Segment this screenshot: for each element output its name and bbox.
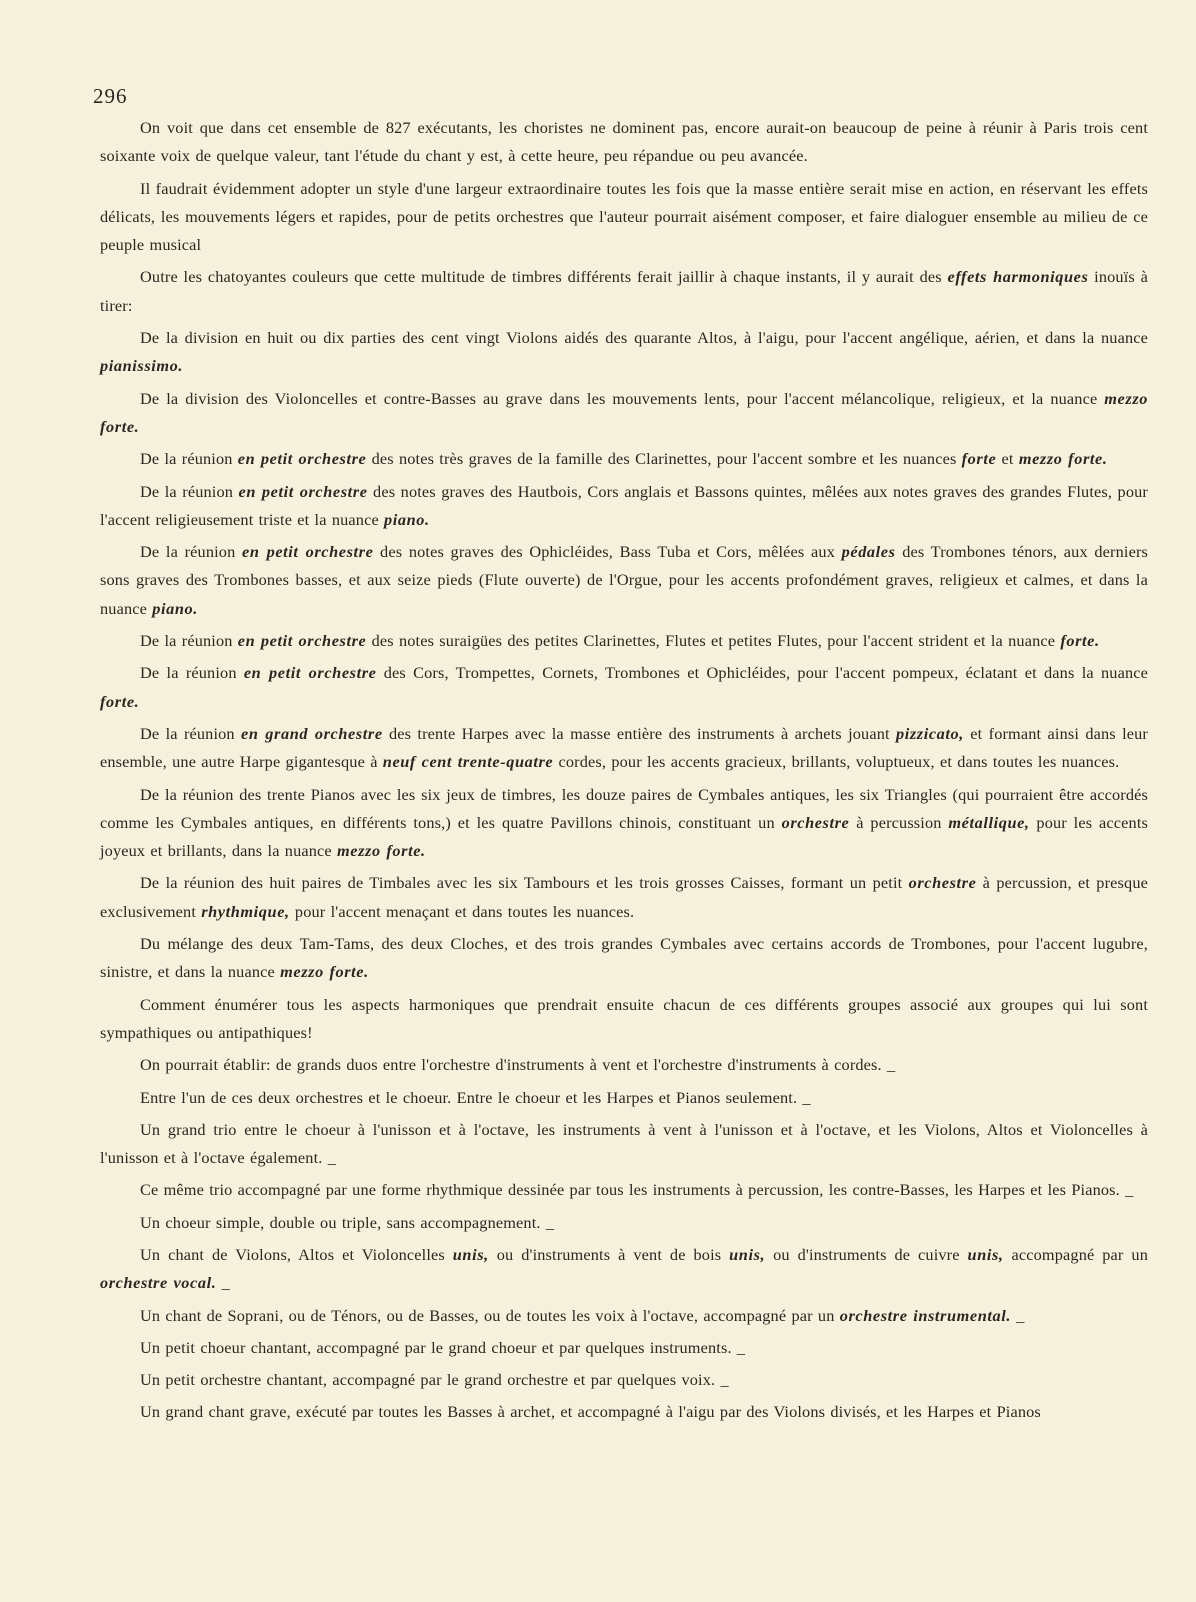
text-run: inouïs à tirer: [100, 267, 1149, 315]
italic-term: neuf cent trente-quatre [382, 752, 554, 772]
italic-term: forte [961, 449, 997, 469]
text-run: Comment énumérer tous les aspects harmoniques que prendrait ensuite chacun de ces différents groupes associé aux groupes qui lui sont sympathiques ou antipathiques! [100, 994, 1148, 1042]
text-run: De la réunion [140, 449, 238, 469]
paragraph [100, 1084, 1148, 1112]
italic-term: orchestre vocal. [100, 1273, 217, 1293]
text-run: à percussion [849, 812, 949, 832]
paragraph [100, 720, 1148, 777]
text-run: De la réunion [140, 542, 243, 562]
text-run: De la réunion des trente Pianos avec les six jeux de timbres, les douze paires de Cymbales antiques, les six Triangles (qui pourraient être accordés comme les Cymbales antiques, en différents tons,) et les quatre Pavillons chinois, constituant un [100, 784, 1148, 832]
body-text [100, 114, 1148, 1427]
text-run: et formant ainsi dans leur ensemble, une autre Harpe gigantesque à [100, 723, 1148, 772]
italic-term: mezzo forte. [1018, 449, 1108, 469]
text-run: des trente Harpes avec la masse entière des instruments à archets jouant [382, 723, 896, 743]
paragraph [100, 114, 1148, 171]
text-run: Un grand chant grave, exécuté par toutes les Basses à archet, et accompagné à l'aigu par des Violons divisés, et les Harpes et Pianos [140, 1402, 1041, 1422]
italic-term: mezzo forte. [280, 962, 369, 982]
text-run: pour l'accent menaçant et dans toutes les nuances. [289, 901, 635, 921]
text-run: ou d'instruments de cuivre [765, 1244, 968, 1264]
paragraph [100, 1176, 1148, 1204]
text-run: pour les accents joyeux et brillants, dans la nuance [100, 812, 1148, 861]
paragraph [100, 1398, 1148, 1426]
text-run: Outre les chatoyantes couleurs que cette multitude de timbres différents ferait jaillir à chaque instants, il y aurait des [140, 267, 948, 287]
text-run: Un petit orchestre chantant, accompagné par le grand orchestre et par quelques voix. _ [140, 1370, 729, 1390]
text-run: De la réunion [140, 663, 244, 683]
paragraph [100, 1334, 1148, 1362]
italic-term: en petit orchestre [242, 542, 374, 562]
text-run: des Trombones ténors, aux derniers sons graves des Trombones basses, et aux seize pieds (Flute ouverte) de l'Orgue, pour les accents profondément graves, religieux et calmes, et dans la nuance [100, 542, 1148, 618]
text-run: Un chant de Soprani, ou de Ténors, ou de Basses, ou de toutes les voix à l'octave, accompagné par un [140, 1305, 840, 1325]
italic-term: forte. [1060, 631, 1100, 651]
paragraph [100, 781, 1148, 866]
italic-term: unis, [452, 1244, 489, 1264]
text-run: accompagné par un [1003, 1244, 1148, 1264]
italic-term: pianissimo. [100, 356, 184, 376]
italic-term: rhythmique, [201, 901, 290, 921]
text-run: Un grand trio entre le choeur à l'unisson et à l'octave, les instruments à vent à l'unisson et à l'octave, et les Violons, Altos et Violoncelles à l'unisson et à l'octave également. _ [100, 1119, 1148, 1168]
text-run: Il faudrait évidemment adopter un style d'une largeur extraordinaire toutes les fois que la masse entière serait mise en action, en réservant les effets délicats, les mouvements légers et rapides, pour de petits orchestres que l'auteur pourrait aisément composer, et faire dialoguer ensemble au milieu de ce peuple musical [100, 178, 1148, 255]
italic-term: en grand orchestre [241, 723, 383, 743]
italic-term: piano. [152, 598, 198, 618]
italic-term: en petit orchestre [243, 663, 377, 683]
text-run: De la division en huit ou dix parties des cent vingt Violons aidés des quarante Altos, à l'aigu, pour l'accent angélique, aérien, et dans la nuance [140, 328, 1148, 348]
text-run: De la réunion [140, 631, 238, 651]
italic-term: mezzo forte. [100, 388, 1148, 436]
text-run: Un petit choeur chantant, accompagné par le grand choeur et par quelques instruments. _ [140, 1337, 746, 1357]
page-number: 296 [93, 84, 128, 108]
italic-term: pédales [841, 542, 896, 562]
paragraph [100, 1116, 1148, 1173]
text-run: Entre l'un de ces deux orchestres et le choeur. Entre le choeur et les Harpes et Pianos seulement. _ [140, 1087, 811, 1107]
text-run: Ce même trio accompagné par une forme rhythmique dessinée par tous les instruments à percussion, les contre-Basses, les Harpes et les Pianos. _ [140, 1180, 1134, 1200]
italic-term: piano. [384, 509, 430, 529]
text-run: des notes très graves de la famille des Clarinettes, pour l'accent sombre et les nuances [366, 449, 962, 469]
paragraph [100, 324, 1148, 381]
text-run: ou d'instruments à vent de bois [488, 1244, 730, 1264]
paragraph [100, 478, 1148, 535]
paragraph [100, 445, 1148, 473]
text-run: On voit que dans cet ensemble de 827 exécutants, les choristes ne dominent pas, encore aurait-on beaucoup de peine à réunir à Paris trois cent soixante voix de quelque valeur, tant l'étude du chant y est, à cette heure, peu répandue ou peu avancée. [100, 118, 1148, 166]
text-run: De la réunion [140, 481, 239, 501]
text-run: Du mélange des deux Tam-Tams, des deux Cloches, et des trois grandes Cymbales avec certains accords de Trombones, pour l'accent lugubre, sinistre, et dans la nuance [100, 934, 1148, 982]
paragraph [100, 1366, 1148, 1394]
paragraph [100, 1302, 1148, 1330]
italic-term: en petit orchestre [238, 481, 368, 501]
paragraph [100, 930, 1148, 987]
text-run: à percussion, et presque exclusivement [100, 873, 1148, 921]
text-run: De la réunion [140, 723, 242, 743]
italic-term: unis, [967, 1244, 1004, 1264]
paragraph [100, 1051, 1148, 1079]
paragraph [100, 1209, 1148, 1237]
italic-term: métallique, [948, 812, 1030, 832]
text-run: et [996, 449, 1019, 469]
italic-term: pizzicato, [896, 723, 964, 743]
paragraph [100, 869, 1148, 926]
text-run: Un chant de Violons, Altos et Violoncelles [140, 1244, 453, 1264]
text-run: _ [216, 1273, 230, 1293]
paragraph [100, 175, 1148, 260]
italic-term: unis, [729, 1244, 766, 1264]
italic-term: orchestre [908, 873, 977, 893]
text-run: De la réunion des huit paires de Timbales avec les six Tambours et les trois grosses Caisses, formant un petit [140, 873, 909, 893]
paragraph [100, 385, 1148, 442]
text-run: _ [1011, 1305, 1025, 1325]
paragraph [100, 991, 1148, 1048]
text-run: des notes graves des Hautbois, Cors anglais et Bassons quintes, mêlées aux notes graves des grandes Flutes, pour l'accent religieusement triste et la nuance [100, 481, 1148, 529]
paragraph [100, 538, 1148, 623]
italic-term: effets harmoniques [947, 267, 1089, 287]
italic-term: mezzo forte. [337, 841, 426, 861]
paragraph [100, 627, 1148, 655]
italic-term: orchestre [781, 812, 850, 832]
italic-term: en petit orchestre [237, 631, 367, 651]
text-run: Un choeur simple, double ou triple, sans accompagnement. _ [140, 1212, 555, 1232]
paragraph [100, 1241, 1148, 1298]
paragraph [100, 263, 1148, 320]
text-run: De la division des Violoncelles et contre-Basses au grave dans les mouvements lents, pour l'accent mélancolique, religieux, et la nuance [140, 388, 1105, 408]
text-run: On pourrait établir: de grands duos entre l'orchestre d'instruments à vent et l'orchestre d'instruments à cordes. _ [140, 1055, 896, 1075]
paragraph [100, 659, 1148, 716]
italic-term: orchestre instrumental. [839, 1305, 1012, 1325]
italic-term: en petit orchestre [237, 449, 367, 469]
text-run: des notes graves des Ophicléides, Bass Tuba et Cors, mêlées aux [373, 542, 842, 562]
text-run: des Cors, Trompettes, Cornets, Trombones et Ophicléides, pour l'accent pompeux, éclatant et dans la nuance [376, 663, 1148, 683]
text-run: cordes, pour les accents gracieux, brillants, voluptueux, et dans toutes les nuances. [553, 752, 1120, 772]
text-run: des notes suraigües des petites Clarinettes, Flutes et petites Flutes, pour l'accent strident et la nuance [366, 631, 1061, 651]
italic-term: forte. [100, 691, 140, 711]
